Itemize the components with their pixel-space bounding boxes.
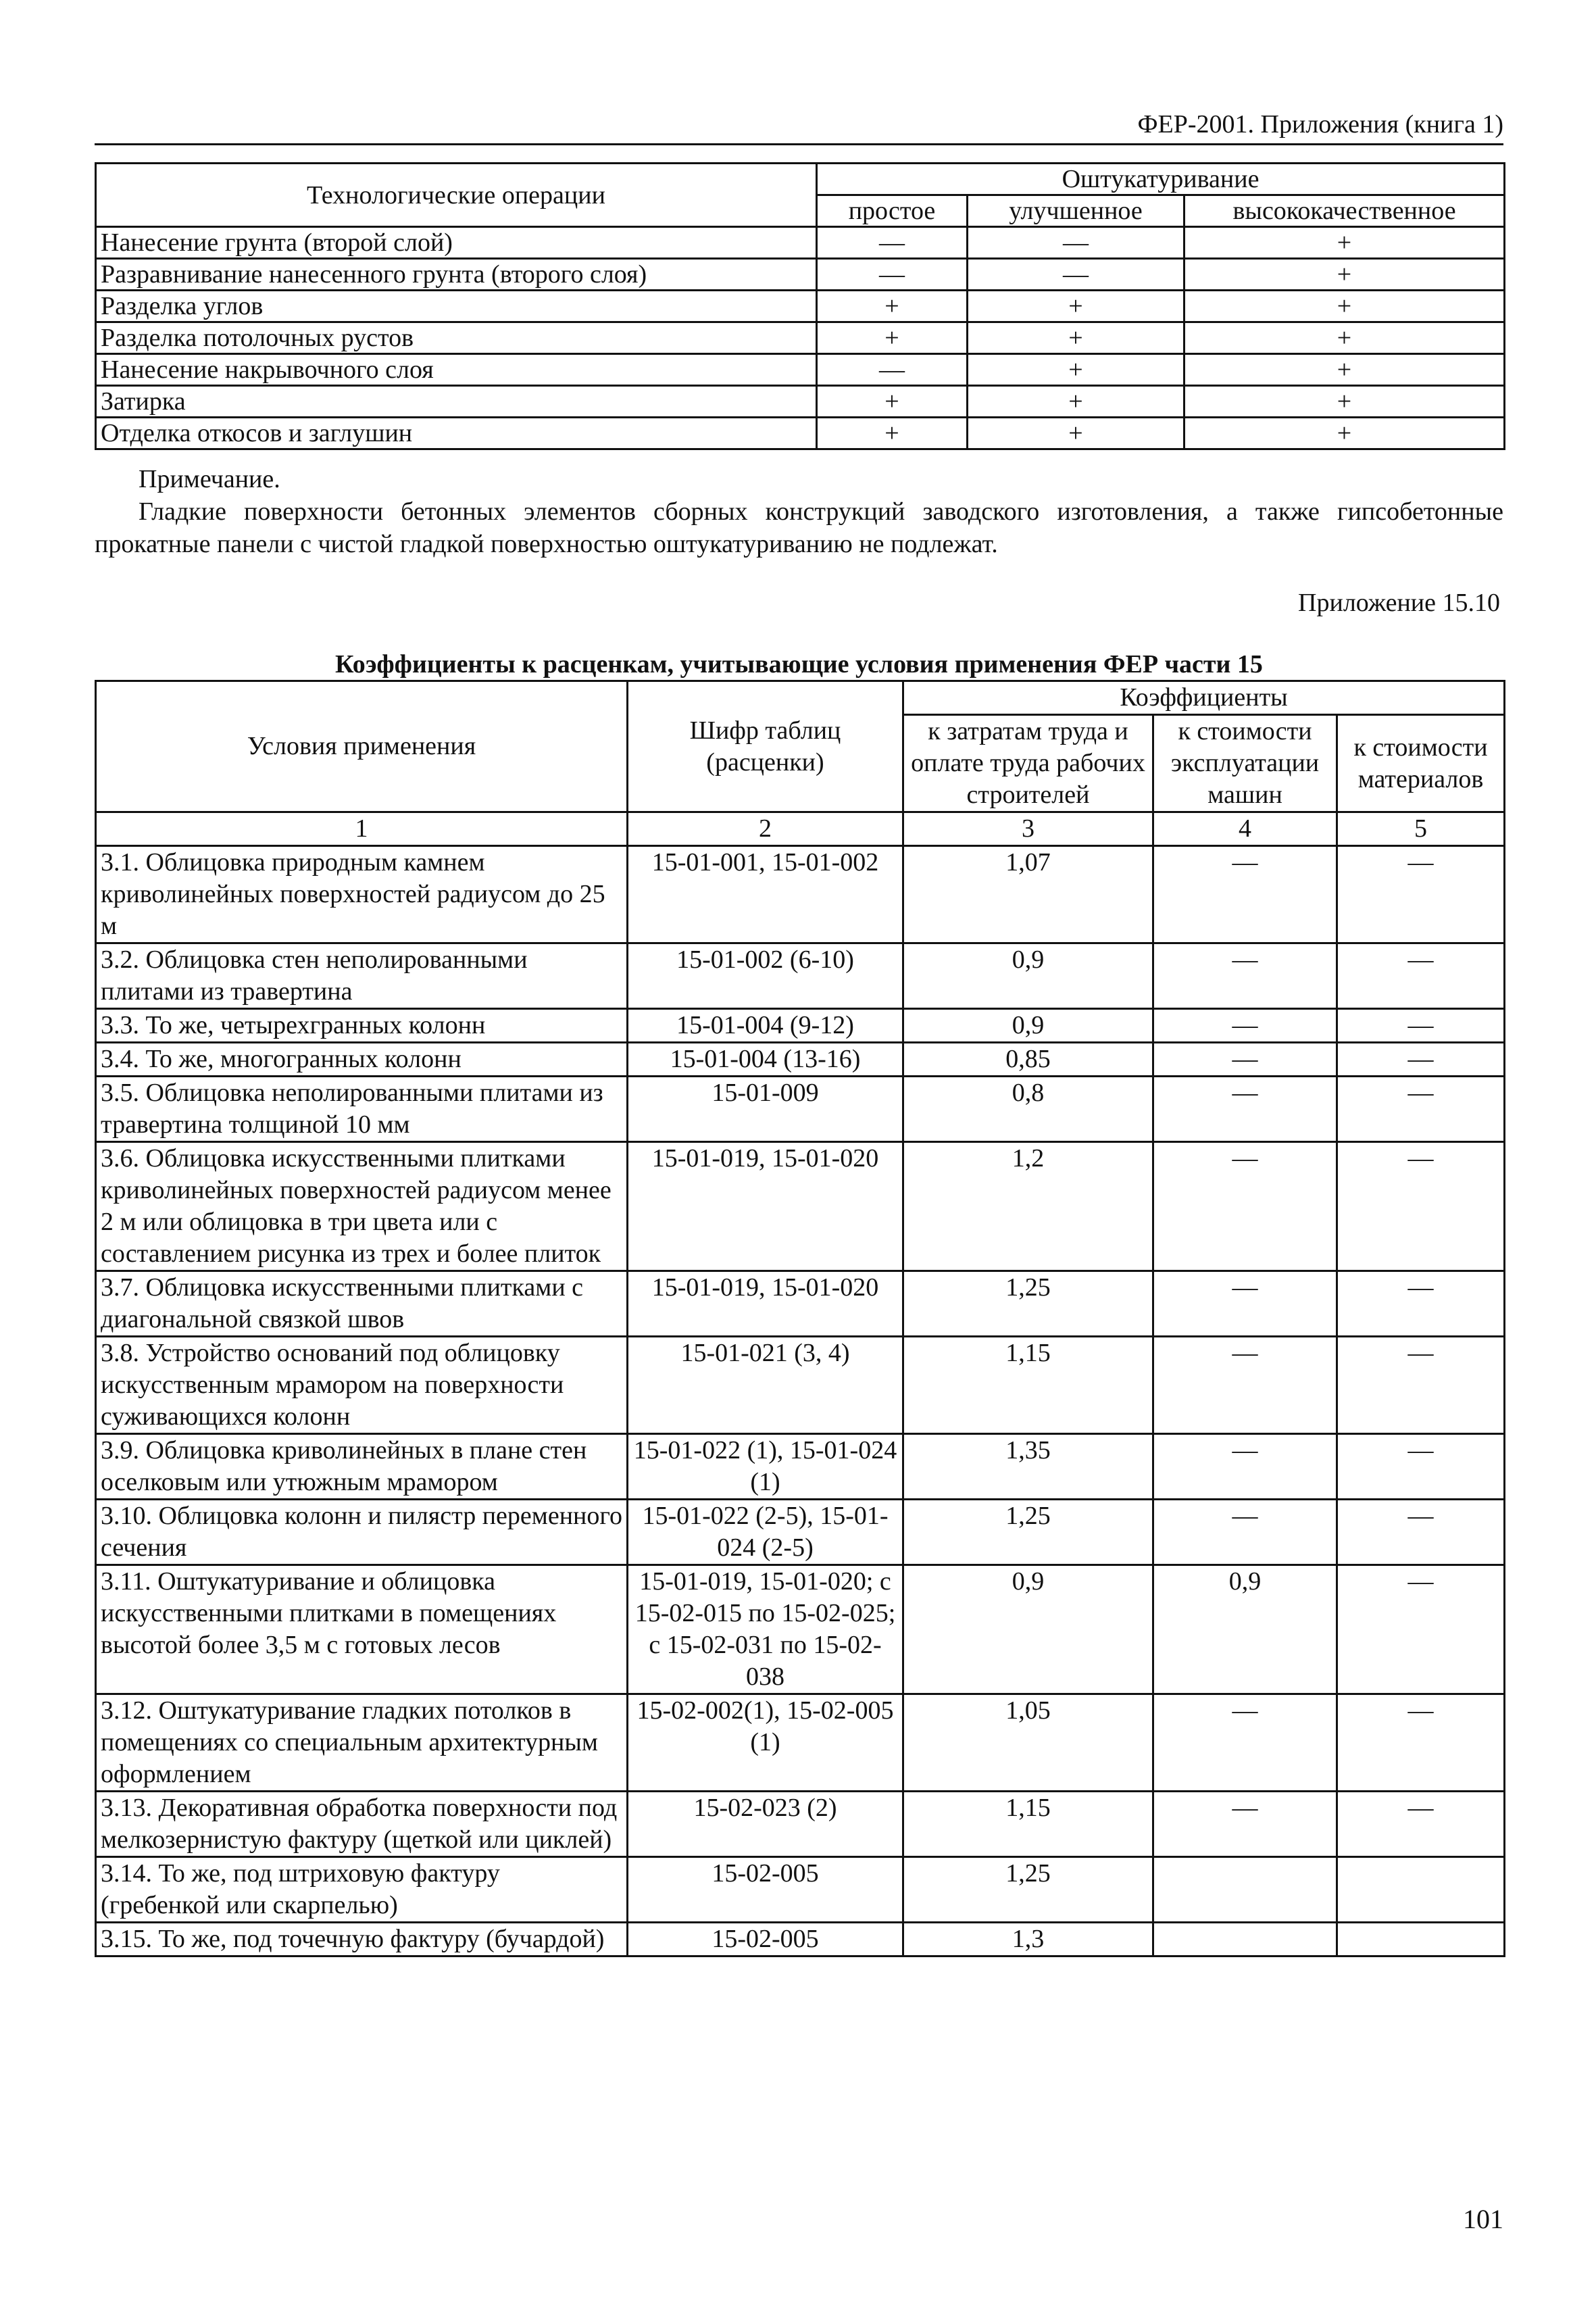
high-quality-mark-cell: +: [1184, 386, 1505, 418]
materials-coef-cell: —: [1337, 1077, 1505, 1142]
code-cell: 15-01-019, 15-01-020; с 15-02-015 по 15-02-025; с 15-02-031 по 15-02-038: [628, 1565, 903, 1694]
labor-coef-cell: 0,9: [903, 1009, 1153, 1043]
coefficients-table: [95, 680, 1505, 1957]
simple-mark-cell: +: [817, 386, 968, 418]
condition-cell: 3.14. То же, под штриховую фактуру (гребенкой или скарпелью): [96, 1857, 628, 1923]
machines-coef-cell: —: [1153, 1500, 1337, 1565]
condition-cell: 3.12. Оштукатуривание гладких потолков в помещениях со специальным архитектурным оформлением: [96, 1694, 628, 1792]
simple-mark-cell: +: [817, 418, 968, 449]
col-header-operations: Технологические операции: [96, 164, 817, 227]
materials-coef-cell: —: [1337, 1694, 1505, 1792]
machines-coef-cell: —: [1153, 1792, 1337, 1857]
table-row: [96, 1077, 1505, 1142]
table-row: [96, 259, 1505, 291]
condition-cell: 3.7. Облицовка искусственными плитками с диагональной связкой швов: [96, 1271, 628, 1337]
machines-coef-cell: [1153, 1857, 1337, 1923]
table-row: [96, 1923, 1505, 1956]
improved-mark-cell: +: [968, 291, 1184, 322]
labor-coef-cell: 1,15: [903, 1337, 1153, 1434]
code-cell: 15-01-001, 15-01-002: [628, 846, 903, 943]
materials-coef-cell: —: [1337, 1337, 1505, 1434]
condition-cell: 3.10. Облицовка колонн и пилястр переменного сечения: [96, 1500, 628, 1565]
operation-cell: Отделка откосов и заглушин: [96, 418, 817, 449]
running-header: ФЕР-2001. Приложения (книга 1): [1137, 110, 1503, 139]
col-header-code: Шифр таблиц (расценки): [628, 681, 903, 812]
plastering-operations-table: [95, 162, 1505, 450]
machines-coef-cell: —: [1153, 943, 1337, 1009]
operation-cell: Разделка углов: [96, 291, 817, 322]
materials-coef-cell: [1337, 1857, 1505, 1923]
high-quality-mark-cell: +: [1184, 418, 1505, 449]
condition-cell: 3.1. Облицовка природным камнем криволинейных поверхностей радиусом до 25 м: [96, 846, 628, 943]
machines-coef-cell: —: [1153, 1077, 1337, 1142]
simple-mark-cell: —: [817, 259, 968, 291]
materials-coef-cell: —: [1337, 1043, 1505, 1077]
table-row: [96, 291, 1505, 322]
col-header-conditions: Условия применения: [96, 681, 628, 812]
machines-coef-cell: —: [1153, 1694, 1337, 1792]
table-row: [96, 1434, 1505, 1500]
table-row: [96, 227, 1505, 259]
table-row: [96, 1500, 1505, 1565]
operation-cell: Разделка потолочных рустов: [96, 322, 817, 354]
improved-mark-cell: +: [968, 386, 1184, 418]
column-number: 2: [628, 812, 903, 846]
materials-coef-cell: —: [1337, 1500, 1505, 1565]
operation-cell: Разравнивание нанесенного грунта (второго слоя): [96, 259, 817, 291]
code-cell: 15-01-009: [628, 1077, 903, 1142]
simple-mark-cell: —: [817, 227, 968, 259]
condition-cell: 3.9. Облицовка криволинейных в плане стен оселковым или утюжным мрамором: [96, 1434, 628, 1500]
col-header-machines: к стоимости эксплуатации машин: [1153, 715, 1337, 812]
code-cell: 15-01-002 (6-10): [628, 943, 903, 1009]
column-number: 3: [903, 812, 1153, 846]
improved-mark-cell: —: [968, 259, 1184, 291]
machines-coef-cell: [1153, 1923, 1337, 1956]
high-quality-mark-cell: +: [1184, 354, 1505, 386]
table-row: [96, 1694, 1505, 1792]
condition-cell: 3.6. Облицовка искусственными плитками криволинейных поверхностей радиусом менее 2 м или облицовка в три цвета или с составлением рисунка из трех и более плиток: [96, 1142, 628, 1271]
note-text: Гладкие поверхности бетонных элементов сборных конструкций заводского изготовления, а также гипсобетонные прокатные панели с чистой гладкой поверхностью оштукатуриванию не подлежат.: [95, 497, 1503, 558]
high-quality-mark-cell: +: [1184, 291, 1505, 322]
simple-mark-cell: +: [817, 322, 968, 354]
table-row: [96, 1142, 1505, 1271]
high-quality-mark-cell: +: [1184, 259, 1505, 291]
col-header-labor: к затратам труда и оплате труда рабочих строителей: [903, 715, 1153, 812]
col-header-high-quality: высококачественное: [1184, 195, 1505, 227]
table-row: [96, 1337, 1505, 1434]
condition-cell: 3.3. То же, четырехгранных колонн: [96, 1009, 628, 1043]
labor-coef-cell: 0,85: [903, 1043, 1153, 1077]
code-cell: 15-01-022 (2-5), 15-01-024 (2-5): [628, 1500, 903, 1565]
materials-coef-cell: —: [1337, 1009, 1505, 1043]
machines-coef-cell: —: [1153, 1142, 1337, 1271]
table-row: [96, 1565, 1505, 1694]
simple-mark-cell: —: [817, 354, 968, 386]
machines-coef-cell: —: [1153, 1043, 1337, 1077]
improved-mark-cell: —: [968, 227, 1184, 259]
improved-mark-cell: +: [968, 418, 1184, 449]
materials-coef-cell: —: [1337, 1792, 1505, 1857]
labor-coef-cell: 0,9: [903, 1565, 1153, 1694]
improved-mark-cell: +: [968, 354, 1184, 386]
plastering-rows: [96, 227, 1505, 449]
code-cell: 15-01-019, 15-01-020: [628, 1271, 903, 1337]
coefficient-rows: [96, 846, 1505, 1956]
page-number: 101: [1463, 2204, 1503, 2234]
labor-coef-cell: 1,05: [903, 1694, 1153, 1792]
table-row: [96, 354, 1505, 386]
column-number: 5: [1337, 812, 1505, 846]
condition-cell: 3.5. Облицовка неполированными плитами из травертина толщиной 10 мм: [96, 1077, 628, 1142]
condition-cell: 3.11. Оштукатуривание и облицовка искусственными плитками в помещениях высотой более 3,5 м с готовых лесов: [96, 1565, 628, 1694]
col-header-materials: к стоимости материалов: [1337, 715, 1505, 812]
condition-cell: 3.15. То же, под точечную фактуру (бучардой): [96, 1923, 628, 1956]
code-cell: 15-01-004 (13-16): [628, 1043, 903, 1077]
materials-coef-cell: —: [1337, 1271, 1505, 1337]
code-cell: 15-02-023 (2): [628, 1792, 903, 1857]
high-quality-mark-cell: +: [1184, 322, 1505, 354]
labor-coef-cell: 1,07: [903, 846, 1153, 943]
labor-coef-cell: 0,8: [903, 1077, 1153, 1142]
note-label: Примечание.: [139, 465, 280, 493]
table-row: [96, 418, 1505, 449]
table-row: [96, 943, 1505, 1009]
table-row: [96, 1009, 1505, 1043]
column-number: 4: [1153, 812, 1337, 846]
code-cell: 15-01-004 (9-12): [628, 1009, 903, 1043]
code-cell: 15-02-005: [628, 1857, 903, 1923]
table-row: [96, 1271, 1505, 1337]
table-row: [96, 1857, 1505, 1923]
materials-coef-cell: —: [1337, 846, 1505, 943]
machines-coef-cell: —: [1153, 1009, 1337, 1043]
coefficients-table-title: Коэффициенты к расценкам, учитывающие условия применения ФЕР части 15: [335, 650, 1263, 679]
labor-coef-cell: 0,9: [903, 943, 1153, 1009]
materials-coef-cell: —: [1337, 1565, 1505, 1694]
col-header-plastering: Оштукатуривание: [817, 164, 1505, 195]
condition-cell: 3.8. Устройство оснований под облицовку искусственным мрамором на поверхности суживающихся колонн: [96, 1337, 628, 1434]
machines-coef-cell: —: [1153, 846, 1337, 943]
code-cell: 15-02-005: [628, 1923, 903, 1956]
col-header-simple: простое: [817, 195, 968, 227]
appendix-label: Приложение 15.10: [1298, 589, 1500, 617]
high-quality-mark-cell: +: [1184, 227, 1505, 259]
labor-coef-cell: 1,35: [903, 1434, 1153, 1500]
labor-coef-cell: 1,2: [903, 1142, 1153, 1271]
condition-cell: 3.13. Декоративная обработка поверхности под мелкозернистую фактуру (щеткой или циклей): [96, 1792, 628, 1857]
operation-cell: Затирка: [96, 386, 817, 418]
table-row: [96, 322, 1505, 354]
code-cell: 15-01-021 (3, 4): [628, 1337, 903, 1434]
table-row: [96, 1792, 1505, 1857]
labor-coef-cell: 1,25: [903, 1500, 1153, 1565]
table-row: [96, 846, 1505, 943]
labor-coef-cell: 1,25: [903, 1857, 1153, 1923]
operation-cell: Нанесение накрывочного слоя: [96, 354, 817, 386]
table-row: [96, 386, 1505, 418]
column-number-row: [96, 812, 1505, 846]
labor-coef-cell: 1,25: [903, 1271, 1153, 1337]
code-cell: 15-02-002(1), 15-02-005 (1): [628, 1694, 903, 1792]
code-cell: 15-01-022 (1), 15-01-024 (1): [628, 1434, 903, 1500]
materials-coef-cell: [1337, 1923, 1505, 1956]
machines-coef-cell: —: [1153, 1271, 1337, 1337]
materials-coef-cell: —: [1337, 1142, 1505, 1271]
column-number: 1: [96, 812, 628, 846]
condition-cell: 3.2. Облицовка стен неполированными плитами из травертина: [96, 943, 628, 1009]
labor-coef-cell: 1,15: [903, 1792, 1153, 1857]
header-rule: [95, 143, 1503, 145]
machines-coef-cell: —: [1153, 1434, 1337, 1500]
improved-mark-cell: +: [968, 322, 1184, 354]
machines-coef-cell: —: [1153, 1337, 1337, 1434]
materials-coef-cell: —: [1337, 1434, 1505, 1500]
condition-cell: 3.4. То же, многогранных колонн: [96, 1043, 628, 1077]
materials-coef-cell: —: [1337, 943, 1505, 1009]
operation-cell: Нанесение грунта (второй слой): [96, 227, 817, 259]
col-header-coefficients: Коэффициенты: [903, 681, 1505, 715]
table-row: [96, 1043, 1505, 1077]
labor-coef-cell: 1,3: [903, 1923, 1153, 1956]
col-header-improved: улучшенное: [968, 195, 1184, 227]
machines-coef-cell: 0,9: [1153, 1565, 1337, 1694]
code-cell: 15-01-019, 15-01-020: [628, 1142, 903, 1271]
simple-mark-cell: +: [817, 291, 968, 322]
